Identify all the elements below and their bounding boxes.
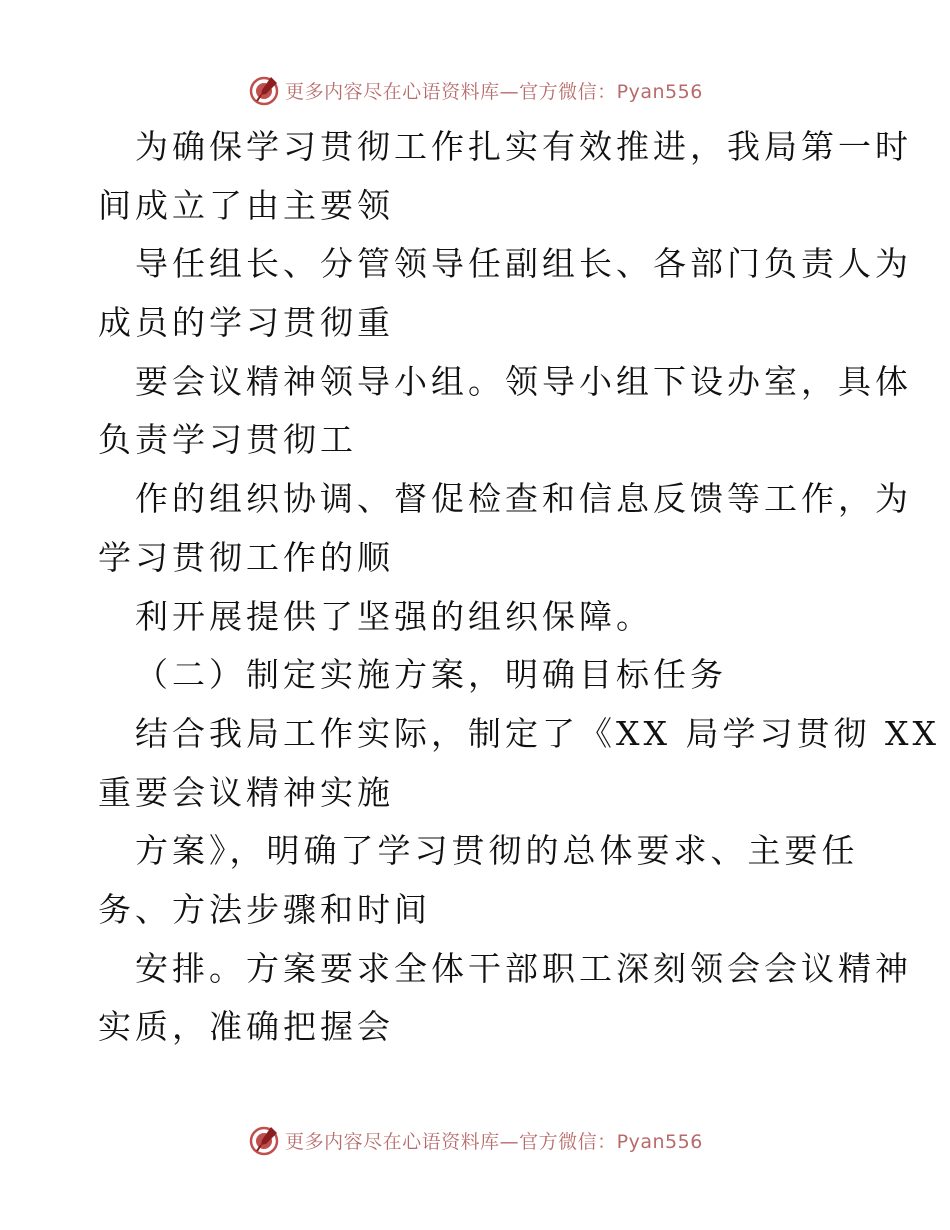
document-body xyxy=(98,118,940,1057)
text-line: 结合我局工作实际，制定了《XX 局学习贯彻 XX xyxy=(135,713,940,753)
text-line: 利开展提供了坚强的组织保障。 xyxy=(135,596,653,636)
footer-watermark xyxy=(0,1120,950,1160)
watermark-text: 更多内容尽在心语资料库—官方微信：Pyan556 xyxy=(285,80,703,103)
text-line: 方案》，明确了学习贯彻的总体要求、主要任 xyxy=(135,831,859,871)
section-heading: （二）制定实施方案，明确目标任务 xyxy=(135,655,727,695)
watermark-text: 更多内容尽在心语资料库—官方微信：Pyan556 xyxy=(285,1130,703,1153)
pen-seal-icon xyxy=(247,73,281,107)
pen-seal-icon xyxy=(247,1123,281,1157)
text-line: 要会议精神领导小组。领导小组下设办室，具体 xyxy=(135,361,912,401)
text-line: 务、方法步骤和时间 xyxy=(98,889,431,929)
text-line: 安排。方案要求全体干部职工深刻领会会议精神 xyxy=(135,948,912,988)
header-watermark xyxy=(0,70,950,110)
text-line: 重要会议精神实施 xyxy=(98,772,394,812)
text-line: 作的组织协调、督促检查和信息反馈等工作，为 xyxy=(135,479,912,519)
text-line: 学习贯彻工作的顺 xyxy=(98,537,394,577)
text-line: 实质，准确把握会 xyxy=(98,1007,394,1047)
text-line: 成员的学习贯彻重 xyxy=(98,303,394,343)
text-line: 为确保学习贯彻工作扎实有效推进，我局第一时 xyxy=(135,127,912,166)
text-line: 负责学习贯彻工 xyxy=(98,420,357,460)
text-line: 导任组长、分管领导任副组长、各部门负责人为 xyxy=(135,244,912,284)
text-line: 间成立了由主要领 xyxy=(98,185,394,225)
